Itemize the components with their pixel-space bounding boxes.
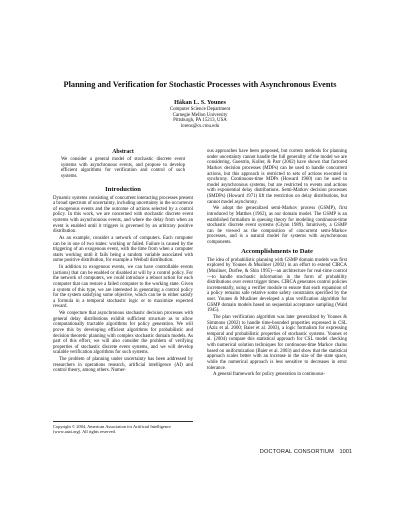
accomplishments-paragraph: The plan verification algorithm was later generalized by Younes & Simmons (2002) to handle time-bounded properties expressed in CSL (Aziz et al. 2000; Baier et al. 2003), a logic formalism for expressing temporal and probabilistic properties of stochastic systems. Younes et al. (2004) compare this statistical approach for CSL model checking with numerical solution techniques for continuous-time Markov chains based on uniformization (Baier et al. 2003) and show that the statistical approach scales better with an increase in the size of the state space, while the numerical approach is less sensitive to decreases in error tolerance.	[207, 314, 347, 371]
intro-paragraph: In addition to exogenous events, we can have controllable events (actions) that can be enabled or disabled at will by a control policy. For the network of computers, we could introduce a reboot action for each computer that can restore a failed computer to the working state. Given a system of this type, we are interested in generating a control policy for the system satisfying some objective, which can be to either satisfy a formula in a temporal stochastic logic or to maximize expected reward.	[53, 265, 193, 310]
author-department: Computer Science Department	[169, 107, 231, 112]
abstract-heading: Abstract	[112, 149, 134, 155]
author-university: Carnegie Mellon University	[172, 112, 228, 118]
introduction-heading: Introduction	[105, 185, 141, 193]
author-city: Pittsburgh, PA 15213, USA	[173, 118, 227, 124]
intro-continued-paragraph: ous approaches have been proposed, but current methods for planning under uncertainty cannot handle the full generality of the model we are considering. Guestrin, Koller, & Parr (2002) have shown that factored Markov decision processes (MDPs) can be used to handle concurrent actions, but this approach is restricted to sets of actions executed in synchrony. Continuous-time MDPs (Howard 1960) can be used to model asynchronous systems, but are restricted to events and actions with exponential delay distributions. Semi-Markov decision processes (SMDPs) (Howard 1971) lift the restriction on delay distributions, but cannot model asynchrony.	[207, 149, 347, 205]
page-footer	[0, 449, 400, 456]
page-number: 1001	[339, 449, 352, 455]
left-column	[53, 149, 193, 375]
accomplishments-paragraph: A general framework for policy generation in continuous-	[213, 372, 326, 378]
abstract-text: We consider a general model of stochastic discrete event systems with asynchronous events, and propose to develop efficient algorithms for verification and control of such systems.	[61, 157, 185, 179]
author-email: lorens@cs.cmu.edu	[180, 123, 220, 129]
author-block	[0, 99, 400, 129]
accomplishments-paragraph: The idea of probabilistic planning with GSMP domain models was first explored by Younes & Musliner (2002) in an effort to extend CIRCA (Musliner, Durfee, & Shin 1995)—an architecture for real-time control—to handle stochastic information in the form of probability distributions over event trigger times. CIRCA generates control policies incrementally, using a verifier module to ensure that each expansion of a policy remains safe relative some safety constraints specified by the user. Younes & Musliner developed a plan verification algorithm for GSMP domain models based on sequential acceptance sampling (Wald 1945).	[207, 257, 347, 314]
footer-label: DOCTORAL CONSORTIUM	[259, 449, 334, 455]
intro-paragraph: As an example, consider a network of computers. Each computer can be in one of two states: working or failed. Failure is caused by the triggering of an exogenous event, with the time from when a computer starts working until it fails being a random variable associated with some positive distribution, for example a Weibull distribution.	[53, 235, 193, 264]
intro-paragraph: We conjecture that asynchronous stochastic decision processes with general delay distributions exhibit sufficient structure as to allow computationally tractable algorithms for policy generation. We will prove this by developing efficient algorithms for probabilistic and decision theoretic planning with complex stochastic domain models. As part of this effort, we will also consider the problem of verifying properties of stochastic discrete event systems, and we will develop scalable verification algorithms for such systems.	[53, 311, 193, 356]
intro-paragraph: We adopt the generalized semi-Markov process (GSMP), first introduced by Matthes (1962), as our domain model. The GSMP is an established formalism in queuing theory for modeling continuous-time stochastic discrete event systems (Glynn 1989). Intuitively, a GSMP can be viewed as the composition of concurrent semi-Markov processes, and is a natural model for systems with asynchronous components.	[207, 206, 347, 245]
intro-paragraph: Dynamic systems consisting of concurrent interacting processes present a broad spectrum of uncertainty, including uncertainty in the occurrence of exogenous events and the outcome of actions selected by a control policy. In this work, we are concerned with stochastic discrete event systems with asynchronous events, and where the delay from when an event is enabled until it triggers is governed by an arbitrary positive distribution.	[53, 195, 193, 235]
copyright-footnote: Copyright © 2004, American Association for Artificial Intelligence (www.aaai.org). All rights reserved.	[53, 421, 193, 434]
paper-title: Planning and Verification for Stochastic Processes with Asynchronous Events	[63, 80, 337, 89]
right-column	[207, 149, 347, 379]
intro-paragraph: The problem of planning under uncertainty has been addressed by researchers in operations research, artificial intelligence (AI) and control theory, among others. Numer-	[53, 357, 193, 374]
author-name: Håkan L. S. Younes	[174, 99, 226, 106]
accomplishments-heading: Accomplishments to Date	[241, 247, 313, 255]
